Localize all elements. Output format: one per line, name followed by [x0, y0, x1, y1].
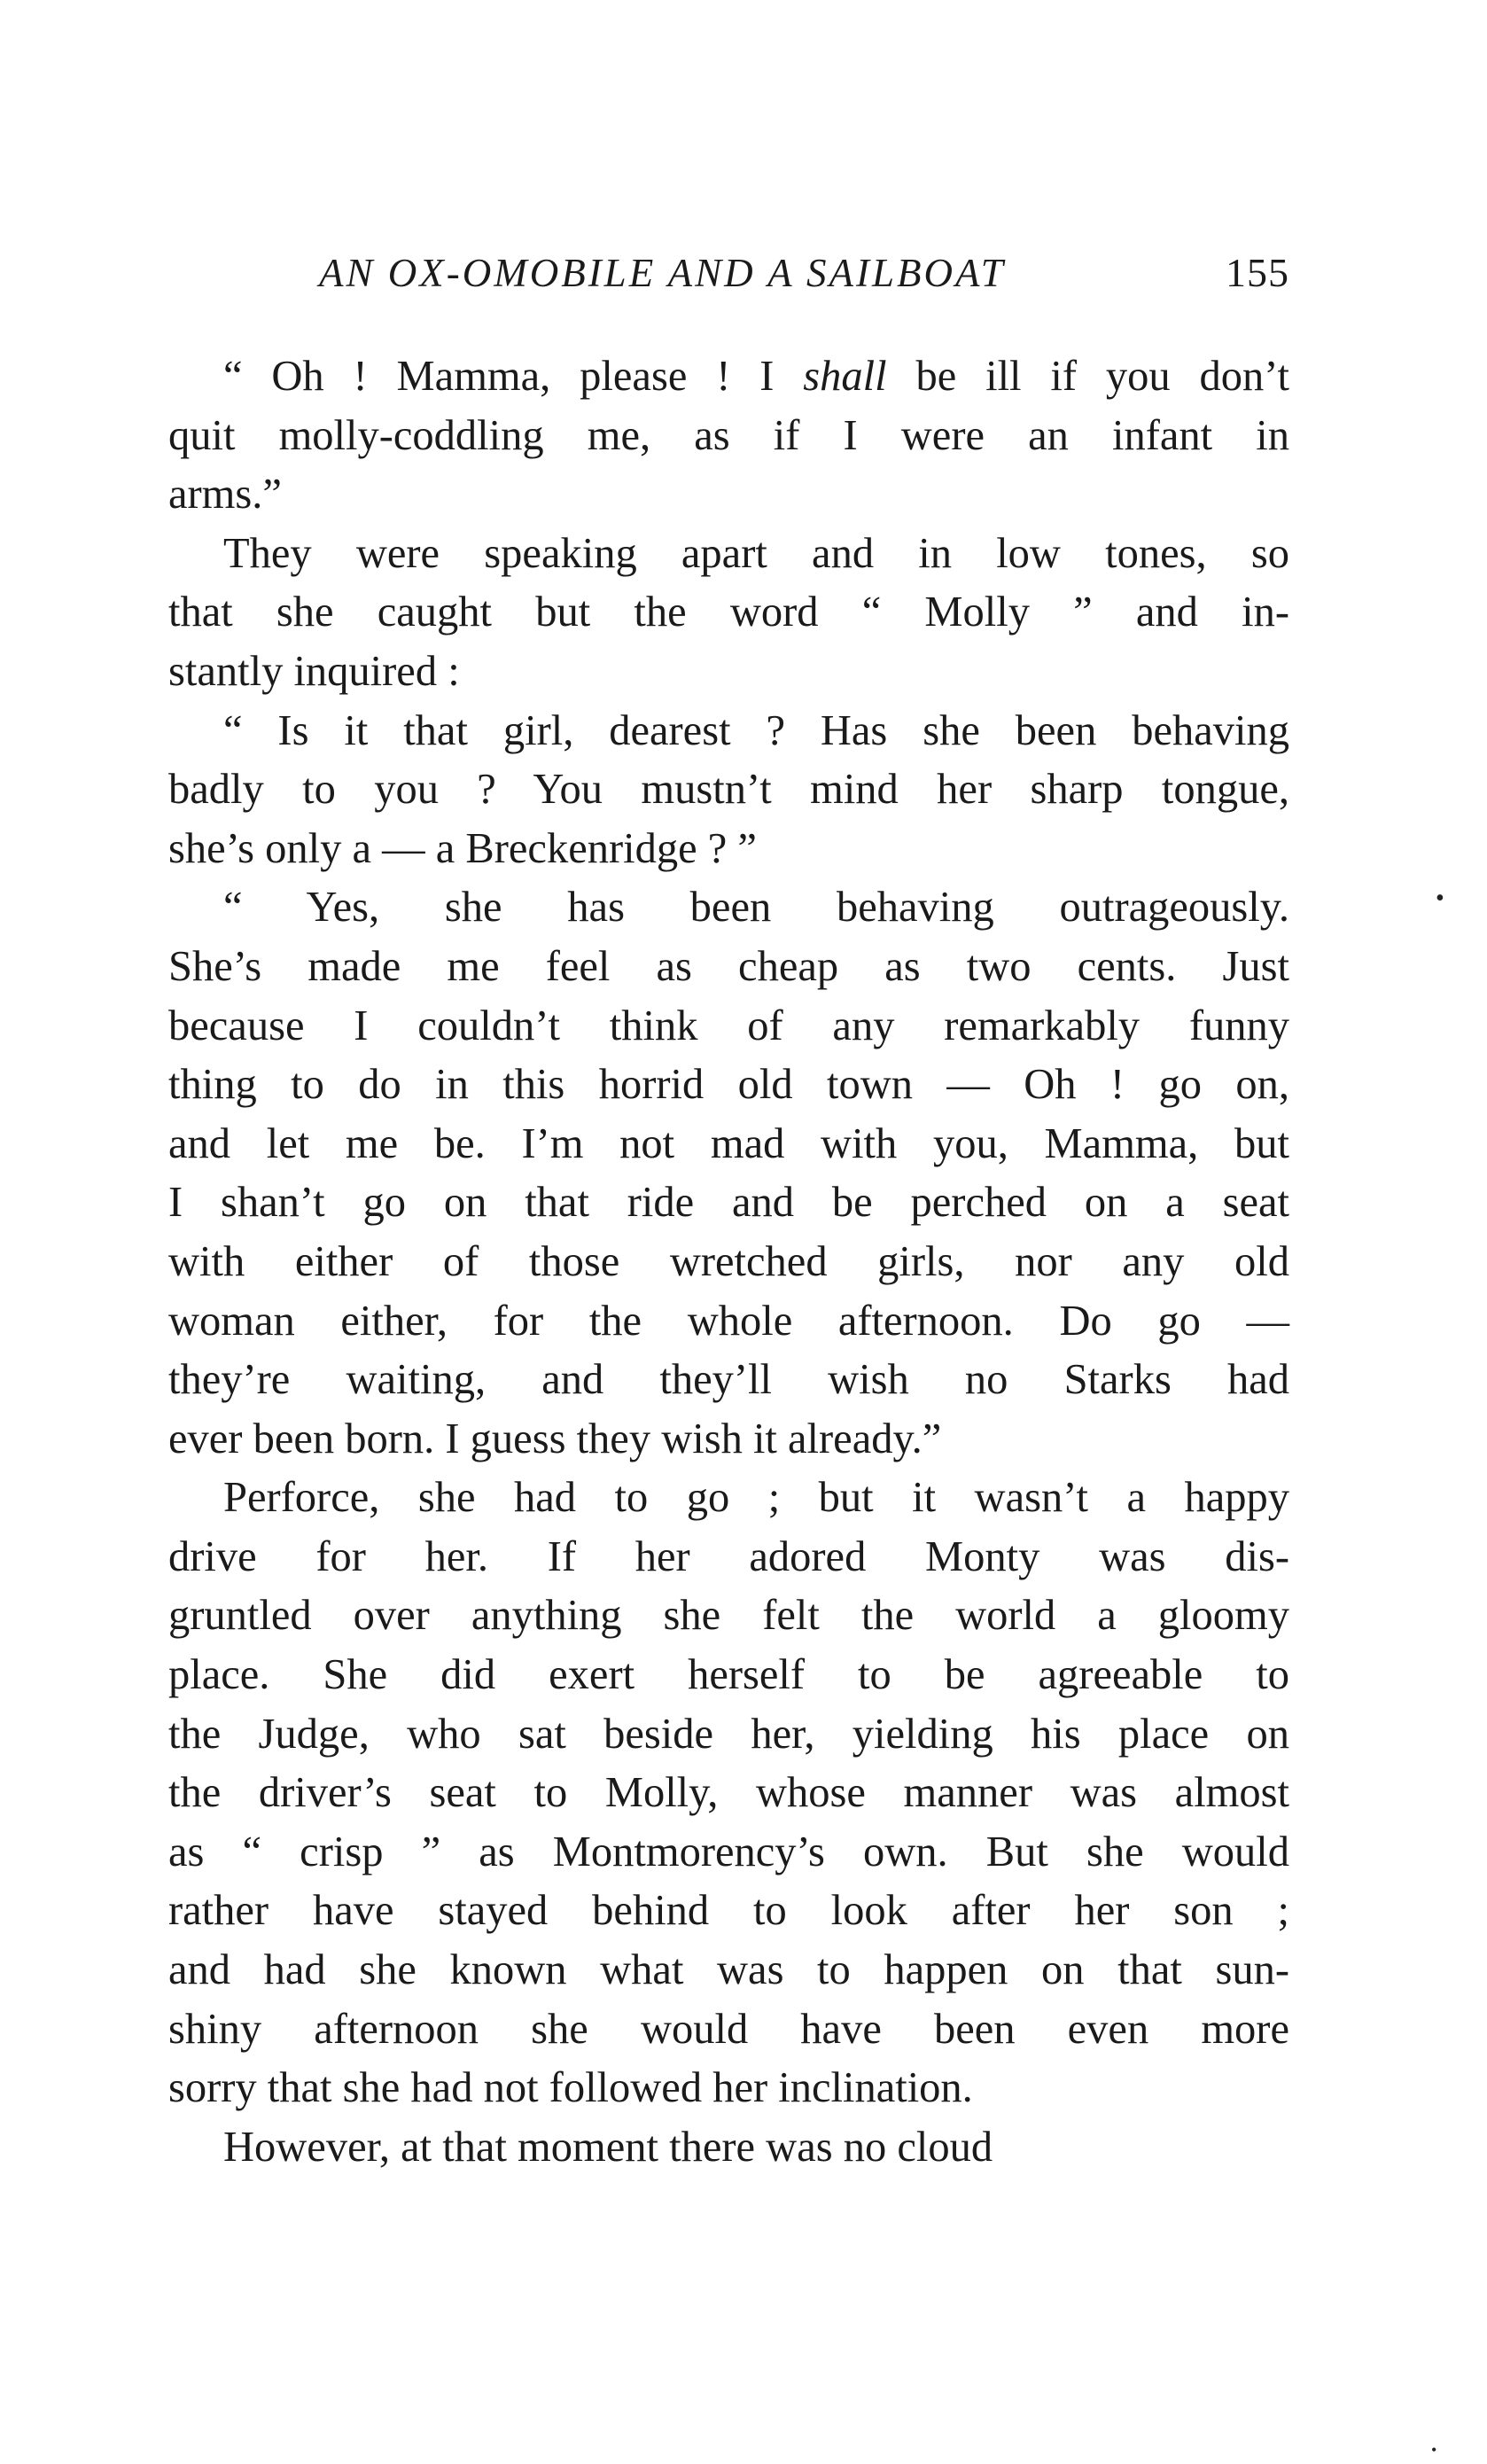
text-line: [168, 1705, 1289, 1765]
text-segment: rather have stayed behind to look after her son ;: [168, 1887, 1289, 1935]
page-number: 155: [1226, 250, 1289, 295]
text-line: [168, 643, 1289, 702]
text-segment: ever been born. I guess they wish it already.”: [168, 1415, 942, 1462]
text-line: [168, 1646, 1289, 1705]
paragraph: [168, 878, 1289, 1469]
text-line: [168, 1115, 1289, 1174]
running-head: [168, 246, 1289, 300]
text-segment: She’s made me feel as cheap as two cents. Just: [168, 942, 1289, 990]
paragraph: [168, 2118, 1289, 2178]
text-line: [168, 1941, 1289, 2000]
text-segment: They were speaking apart and in low tones, so: [223, 529, 1289, 577]
text-segment: and let me be. I’m not mad with you, Mamma, but: [168, 1119, 1289, 1167]
text-line: [168, 997, 1289, 1057]
text-segment: Perforce, she had to go ; but it wasn’t a happy: [223, 1474, 1289, 1522]
text-segment: with either of those wretched girls, nor any old: [168, 1237, 1289, 1285]
emphasized-word: shall: [803, 353, 887, 400]
text-line: [168, 2000, 1289, 2060]
text-segment: thing to do in this horrid old town — Oh ! go on,: [168, 1061, 1289, 1109]
running-title: AN OX-OMOBILE AND A SAILBOAT: [319, 251, 1006, 295]
text-line: [168, 1351, 1289, 1410]
text-line: [168, 347, 1289, 407]
text-segment: arms.”: [168, 471, 282, 519]
stray-mark: •: [1436, 885, 1444, 912]
text-line: [168, 878, 1289, 938]
text-segment: quit molly-coddling me, as if I were an infant in: [168, 411, 1289, 459]
text-segment: gruntled over anything she felt the world a gloomy: [168, 1592, 1289, 1640]
text-segment: that she caught but the word “ Molly ” and in-: [168, 589, 1289, 636]
text-segment: and had she known what was to happen on that sun-: [168, 1946, 1289, 1994]
text-line: [168, 1410, 1289, 1470]
paragraph: [168, 525, 1289, 702]
paragraph: [168, 702, 1289, 879]
text-segment: sorry that she had not followed her inclination.: [168, 2064, 973, 2112]
text-segment: the driver’s seat to Molly, whose manner was almost: [168, 1769, 1289, 1817]
text-line: [168, 525, 1289, 584]
text-line: [168, 1056, 1289, 1115]
text-segment: drive for her. If her adored Monty was dis-: [168, 1532, 1289, 1580]
paragraph: [168, 1469, 1289, 2118]
text-segment: they’re waiting, and they’ll wish no Starks had: [168, 1356, 1289, 1404]
text-line: [168, 2118, 1289, 2178]
text-segment: shiny afternoon she would have been even more: [168, 2005, 1289, 2053]
text-line: [168, 1764, 1289, 1823]
text-line: [168, 1174, 1289, 1233]
text-segment: as “ crisp ” as Montmorency’s own. But she would: [168, 1828, 1289, 1875]
text-segment: because I couldn’t think of any remarkably funny: [168, 1002, 1289, 1049]
text-line: [168, 1528, 1289, 1587]
text-segment: badly to you ? You mustn’t mind her sharp tongue,: [168, 766, 1289, 814]
text-line: [168, 1292, 1289, 1352]
body-text: [168, 347, 1289, 2177]
text-segment: “ Oh ! Mamma, please ! I: [223, 353, 804, 400]
text-line: [168, 820, 1289, 879]
text-segment: place. She did exert herself to be agreeable to: [168, 1651, 1289, 1699]
stray-mark: •: [1431, 2441, 1437, 2459]
text-line: [168, 938, 1289, 997]
text-line: [168, 1469, 1289, 1528]
text-line: [168, 465, 1289, 525]
text-line: [168, 1233, 1289, 1292]
text-line: [168, 1882, 1289, 1941]
text-line: [168, 407, 1289, 466]
paragraph: [168, 347, 1289, 525]
text-line: [168, 760, 1289, 820]
text-segment: woman either, for the whole afternoon. Do go —: [168, 1297, 1289, 1345]
text-segment: “ Is it that girl, dearest ? Has she been behaving: [223, 706, 1289, 754]
text-segment: the Judge, who sat beside her, yielding his place on: [168, 1710, 1289, 1758]
text-segment: she’s only a — a Breckenridge ? ”: [168, 824, 757, 872]
text-line: [168, 702, 1289, 761]
text-line: [168, 583, 1289, 643]
text-segment: “ Yes, she has been behaving outrageously.: [223, 884, 1289, 932]
text-segment: I shan’t go on that ride and be perched on a seat: [168, 1179, 1289, 1227]
text-line: [168, 2059, 1289, 2118]
text-line: [168, 1823, 1289, 1883]
text-segment: However, at that moment there was no cloud: [223, 2123, 993, 2171]
text-segment: stantly inquired :: [168, 647, 460, 695]
text-segment: be ill if you don’t: [886, 353, 1290, 400]
text-line: [168, 1587, 1289, 1646]
